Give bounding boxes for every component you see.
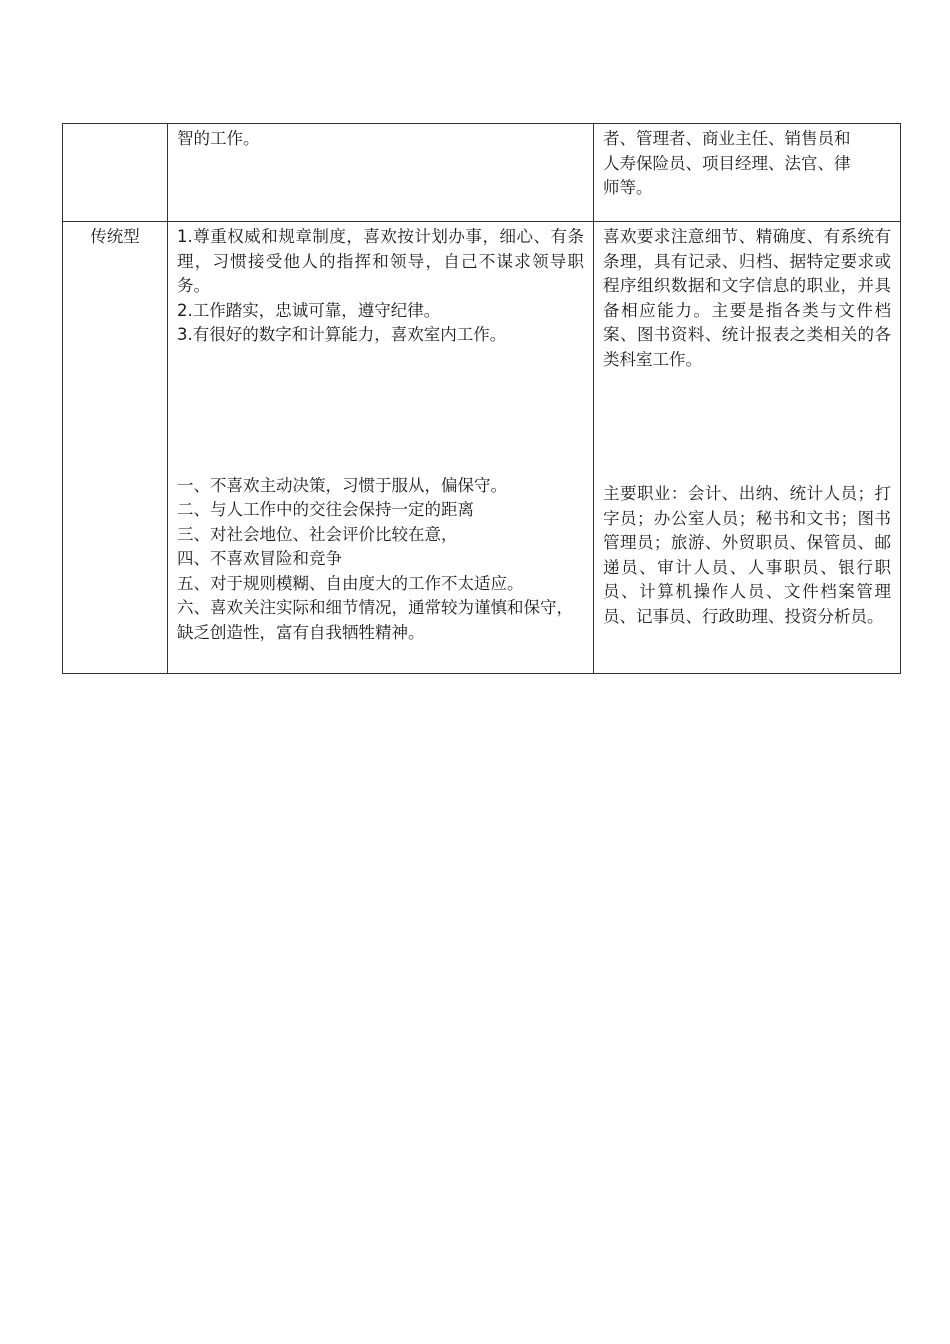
type-cell xyxy=(63,222,168,674)
table-row xyxy=(63,124,901,222)
list-item: 四、不喜欢冒险和竞争 xyxy=(177,549,342,568)
traits-item-3 xyxy=(177,323,584,348)
personality-career-table xyxy=(62,123,901,674)
jobs-line: 者、管理者、商业主任、销售员和 xyxy=(603,129,851,148)
jobs-line: 人寿保险员、项目经理、法官、律 xyxy=(603,153,851,173)
item-text: 工作踏实，忠诚可靠，遵守纪律。 xyxy=(192,300,441,320)
list-item: 六、喜欢关注实际和细节情况，通常较为谨慎和保守，缺乏创造性，富有自我牺牲精神。 xyxy=(177,598,573,642)
traits-list xyxy=(177,474,584,646)
item-number: 2. xyxy=(177,300,193,320)
traits-item-2 xyxy=(177,299,584,324)
type-label: 传统型 xyxy=(90,227,140,246)
item-number: 1. xyxy=(177,227,193,246)
type-cell xyxy=(63,124,168,222)
traits-item-1 xyxy=(177,225,584,299)
item-number: 3. xyxy=(177,325,193,344)
jobs-cell xyxy=(594,124,901,222)
jobs-cell xyxy=(594,222,901,674)
list-item: 五、对于规则模糊、自由度大的工作不太适应。 xyxy=(177,573,524,593)
traits-cell xyxy=(168,124,594,222)
table-row xyxy=(63,222,901,674)
jobs-main-list: 主要职业：会计、出纳、统计人员；打字员；办公室人员；秘书和文书；图书管理员；旅游、外贸职员、保管员、邮递员、审计人员、人事职员、银行职员、计算机操作人员、文件档案管理员、记事员、行政助理、投资分析员。 xyxy=(603,484,891,626)
traits-cell xyxy=(168,222,594,674)
list-item: 三、对社会地位、社会评价比较在意， xyxy=(177,524,458,544)
item-text: 尊重权威和规章制度，喜欢按计划办事，细心、有条理，习惯接受他人的指挥和领导，自己不谋求领导职务。 xyxy=(177,227,584,295)
jobs-description: 喜欢要求注意细节、精确度、有系统有条理，具有记录、归档、据特定要求或程序组织数据和文字信息的职业，并具备相应能力。主要是指各类与文件档案、图书资料、统计报表之类相关的各类科室工作。 xyxy=(603,227,891,369)
spacer xyxy=(177,348,584,474)
jobs-line: 师等。 xyxy=(603,178,653,197)
spacer xyxy=(603,372,891,482)
traits-line: 智的工作。 xyxy=(177,129,260,148)
list-item: 二、与人工作中的交往会保持一定的距离 xyxy=(177,500,474,519)
list-item: 一、不喜欢主动决策，习惯于服从，偏保守。 xyxy=(177,475,507,495)
item-text: 有很好的数字和计算能力，喜欢室内工作。 xyxy=(192,325,507,344)
